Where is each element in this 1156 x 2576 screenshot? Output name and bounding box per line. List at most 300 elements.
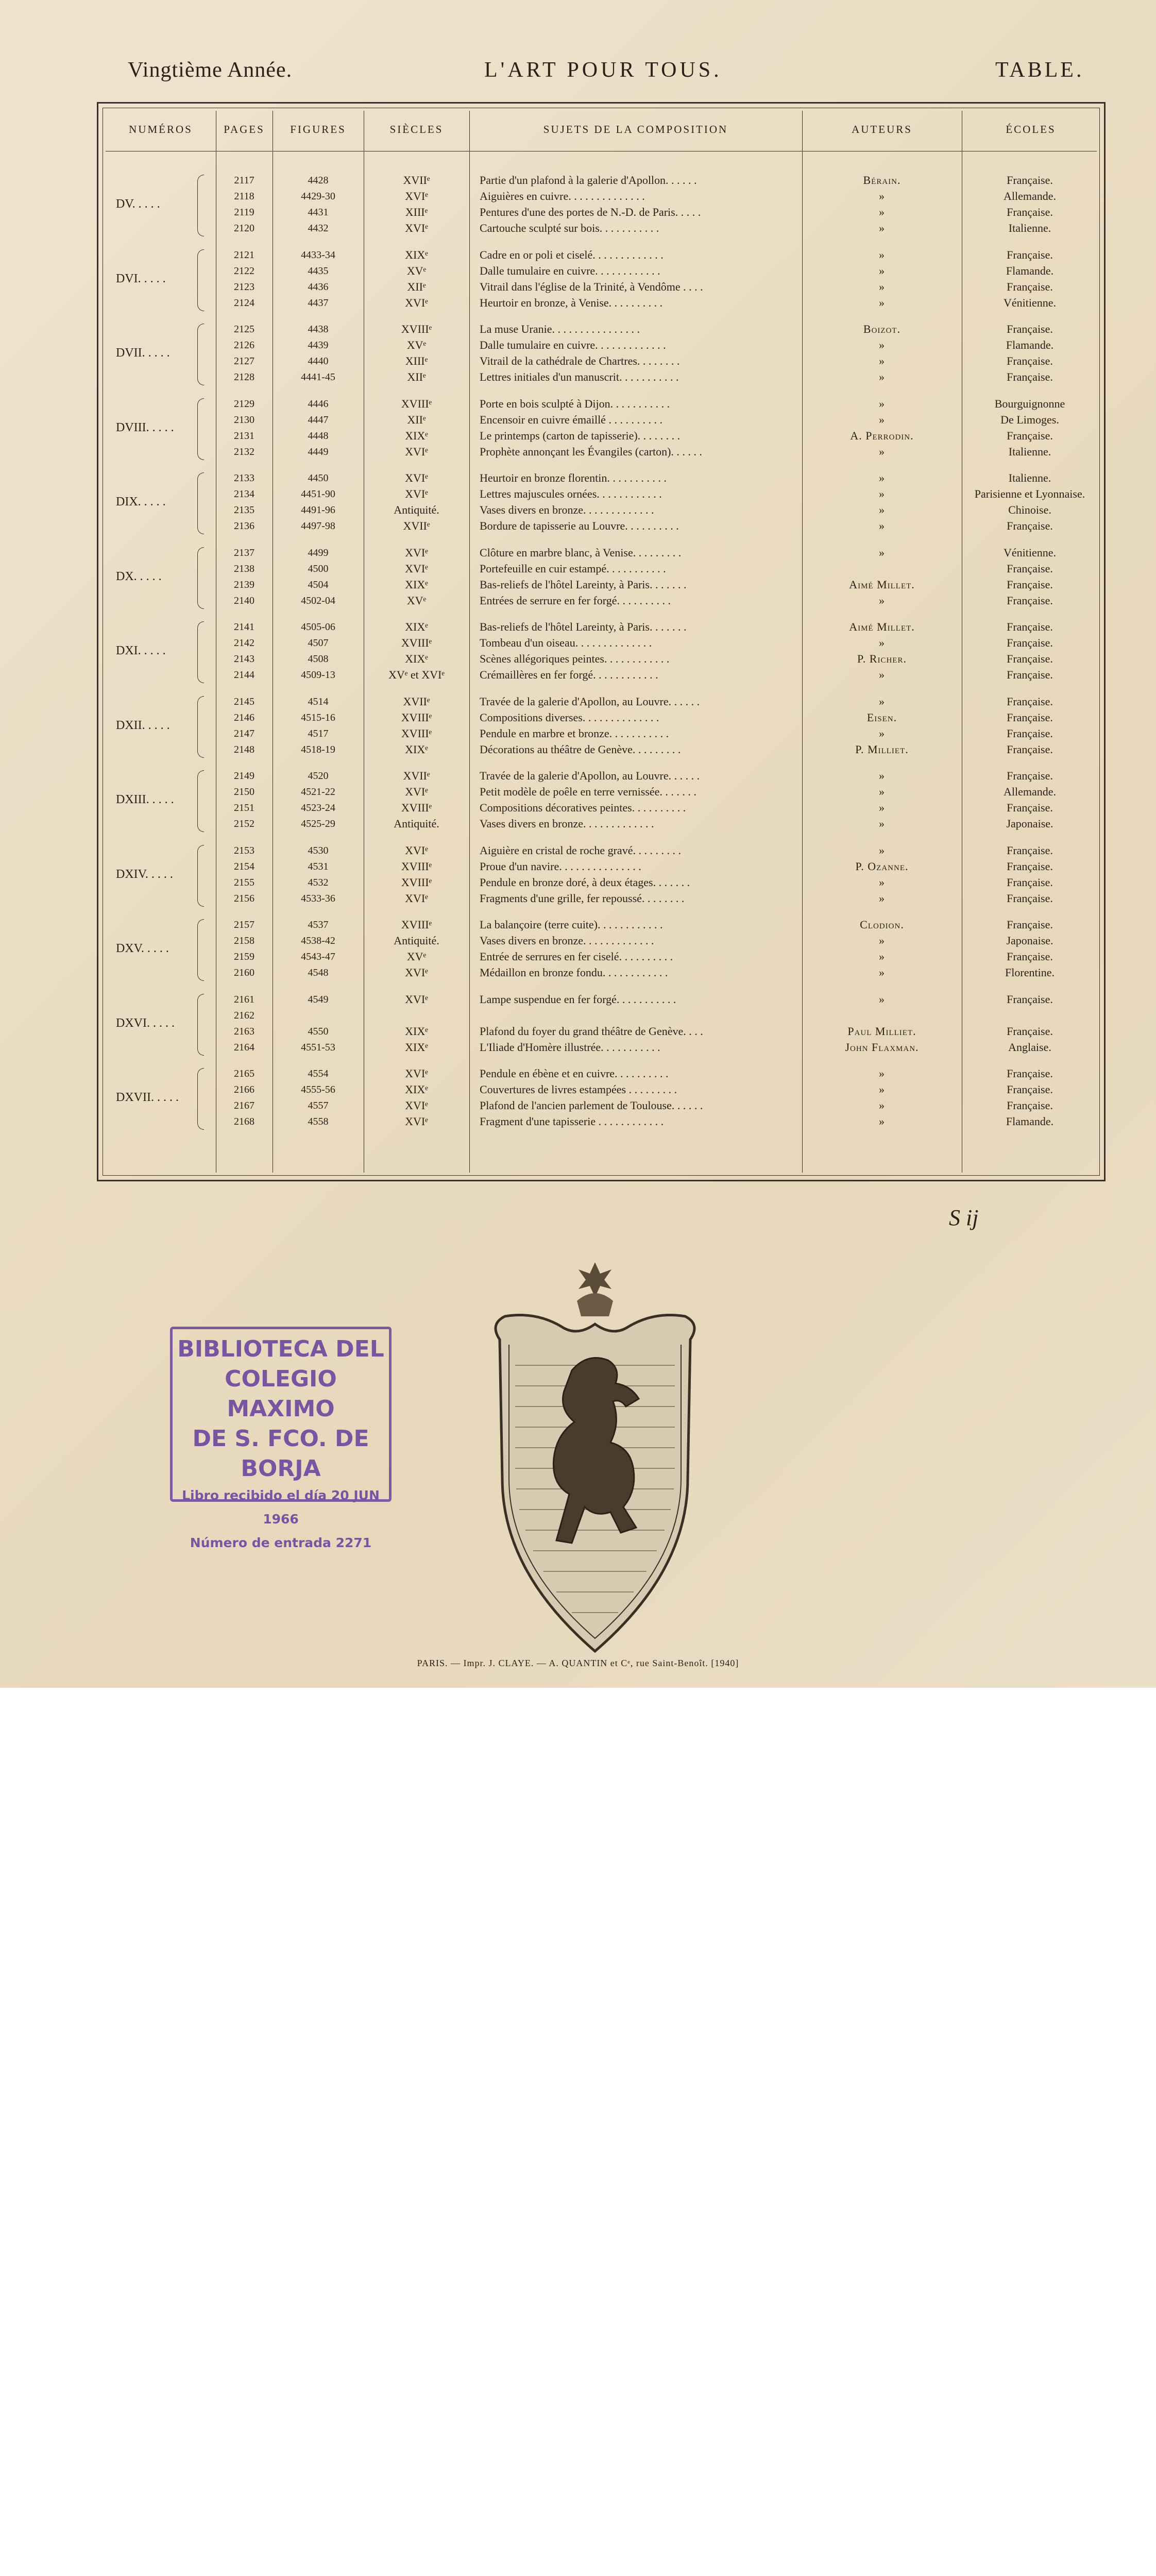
subject: Compositions décoratives peintes. . . . . . . . . . bbox=[480, 801, 686, 814]
century: XVIᵉ bbox=[405, 562, 428, 575]
century: XVIIIᵉ bbox=[401, 323, 432, 335]
century: XVIIIᵉ bbox=[401, 801, 432, 814]
school: Française. bbox=[1007, 1024, 1053, 1038]
figure-number: 4431 bbox=[308, 207, 329, 218]
subject: Portefeuille en cuir estampé. . . . . . . . . . . bbox=[480, 562, 666, 575]
page-number: 2162 bbox=[234, 1009, 254, 1021]
century: XIXᵉ bbox=[405, 1024, 428, 1038]
author: » bbox=[879, 1099, 885, 1112]
page-number: 2154 bbox=[234, 860, 254, 872]
author: » bbox=[879, 370, 885, 383]
figure-number: 4549 bbox=[308, 993, 329, 1005]
page-number: 2128 bbox=[234, 371, 254, 383]
page-number: 2129 bbox=[234, 398, 254, 410]
page-number: 2143 bbox=[234, 653, 254, 665]
group-numero: DVI. . . . . bbox=[116, 272, 166, 285]
figure-number: 4515-16 bbox=[301, 711, 335, 723]
school: Française. bbox=[1007, 726, 1053, 740]
figure-number: 4557 bbox=[308, 1100, 329, 1111]
subject: Pendule en bronze doré, à deux étages. . . . . . . bbox=[480, 875, 690, 889]
figure-number: 4543-47 bbox=[301, 951, 335, 962]
figure-number: 4438 bbox=[308, 324, 329, 335]
figure-number: 4500 bbox=[308, 563, 329, 574]
author: Aimé Millet. bbox=[849, 578, 915, 591]
author: » bbox=[879, 206, 885, 218]
school: Française. bbox=[1007, 668, 1053, 681]
author: » bbox=[879, 296, 885, 309]
figure-number: 4505-06 bbox=[301, 621, 335, 633]
page-number: 2119 bbox=[234, 207, 254, 218]
school: Française. bbox=[1007, 519, 1053, 532]
page-number: 2125 bbox=[234, 324, 254, 335]
school: De Limoges. bbox=[1000, 413, 1059, 426]
school: Française. bbox=[1007, 769, 1053, 782]
author: » bbox=[879, 891, 885, 905]
author: John Flaxman. bbox=[845, 1040, 919, 1054]
school: Française. bbox=[1007, 652, 1053, 665]
figure-number: 4531 bbox=[308, 860, 329, 872]
author: » bbox=[879, 801, 885, 814]
figure-number: 4550 bbox=[308, 1025, 329, 1037]
page-number: 2117 bbox=[234, 175, 254, 186]
school: Japonaise. bbox=[1006, 934, 1053, 947]
school: Française. bbox=[1007, 992, 1053, 1006]
author: » bbox=[879, 1083, 885, 1096]
school: Française. bbox=[1007, 620, 1053, 633]
page-number: 2151 bbox=[234, 802, 254, 814]
subject: Pentures d'une des portes de N.-D. de Paris. . . . . bbox=[480, 206, 701, 218]
page-number: 2118 bbox=[234, 191, 254, 202]
subject: La muse Uranie. . . . . . . . . . . . . . . . bbox=[480, 323, 640, 335]
page-number: 2141 bbox=[234, 621, 254, 633]
century: XVIIᵉ bbox=[403, 694, 430, 708]
figure-number: 4523-24 bbox=[301, 802, 335, 814]
subject: Vases divers en bronze. . . . . . . . . . . . . bbox=[480, 817, 654, 830]
school: Française. bbox=[1007, 636, 1053, 649]
school: Allemande. bbox=[1003, 190, 1057, 202]
group-numero: DXV. . . . . bbox=[116, 942, 169, 955]
page-number: 2146 bbox=[234, 711, 254, 723]
author: » bbox=[879, 668, 885, 681]
page-number: 2134 bbox=[234, 488, 254, 500]
author: » bbox=[879, 636, 885, 649]
century: XVIᵉ bbox=[405, 843, 428, 857]
school: Française. bbox=[1007, 742, 1053, 756]
figure-number: 4507 bbox=[308, 637, 329, 649]
subject: Partie d'un plafond à la galerie d'Apollon. . . . . . bbox=[480, 174, 697, 187]
subject: Encensoir en cuivre émaillé . . . . . . . . . . bbox=[480, 413, 662, 426]
school: Française. bbox=[1007, 562, 1053, 575]
page-number: 2131 bbox=[234, 430, 254, 442]
school: Française. bbox=[1007, 323, 1053, 335]
subject: Lampe suspendue en fer forgé. . . . . . . . . . . bbox=[480, 992, 676, 1006]
page-number: 2121 bbox=[234, 249, 254, 261]
page-number: 2164 bbox=[234, 1041, 254, 1053]
school: Vénitienne. bbox=[1003, 546, 1057, 559]
school: Française. bbox=[1007, 859, 1053, 873]
subject: La balançoire (terre cuite). . . . . . . . . . . . bbox=[480, 918, 663, 931]
subject: Pendule en marbre et bronze. . . . . . . . . . . bbox=[480, 726, 669, 740]
page-number: 2144 bbox=[234, 669, 254, 681]
group-brace bbox=[197, 845, 204, 907]
author: » bbox=[879, 471, 885, 484]
author: P. Milliet. bbox=[855, 742, 909, 756]
author: » bbox=[879, 992, 885, 1006]
group-numero: DXII. . . . . bbox=[116, 718, 170, 732]
school: Vénitienne. bbox=[1003, 296, 1057, 309]
century: XVIᵉ bbox=[405, 966, 428, 979]
subject: Scènes allégoriques peintes. . . . . . . . . . . . bbox=[480, 652, 670, 665]
author: » bbox=[879, 1115, 885, 1128]
figure-number: 4499 bbox=[308, 547, 329, 558]
school: Japonaise. bbox=[1006, 817, 1053, 830]
school: Française. bbox=[1007, 354, 1053, 367]
header-section: TABLE. bbox=[995, 58, 1084, 82]
library-stamp bbox=[170, 1327, 392, 1550]
subject: Pendule en ébène et en cuivre. . . . . . . . . . bbox=[480, 1067, 669, 1080]
printer-imprint: PARIS. — Impr. J. CLAYE. — A. QUANTIN et Cᵉ, rue Saint-Benoît. [1940] bbox=[417, 1658, 739, 1668]
group-brace bbox=[197, 398, 204, 460]
school: Française. bbox=[1007, 1099, 1053, 1112]
page-number: 2138 bbox=[234, 563, 254, 574]
century: XVIᵉ bbox=[405, 1067, 428, 1080]
school: Française. bbox=[1007, 280, 1053, 293]
author: » bbox=[879, 785, 885, 798]
author: » bbox=[879, 190, 885, 202]
figure-number: 4532 bbox=[308, 876, 329, 888]
school: Française. bbox=[1007, 710, 1053, 724]
author: Boizot. bbox=[863, 323, 901, 335]
page-number: 2163 bbox=[234, 1025, 254, 1037]
table-frame bbox=[97, 102, 1106, 1181]
author: » bbox=[879, 338, 885, 351]
school: Bourguignonne bbox=[994, 397, 1065, 410]
subject: Le printemps (carton de tapisserie). . . . . . . . bbox=[480, 429, 681, 442]
page-number: 2157 bbox=[234, 919, 254, 930]
century: XVIᵉ bbox=[405, 296, 428, 309]
subject: Bordure de tapisserie au Louvre. . . . . . . . . . bbox=[480, 519, 679, 532]
figure-number: 4449 bbox=[308, 446, 329, 457]
stamp-line: Número de entrada 2271 bbox=[190, 1535, 372, 1550]
page-number: 2168 bbox=[234, 1116, 254, 1127]
century: XIIᵉ bbox=[407, 370, 426, 383]
figure-number: 4558 bbox=[308, 1116, 329, 1127]
century: XVIIIᵉ bbox=[401, 859, 432, 873]
author: » bbox=[879, 594, 885, 607]
page-number: 2127 bbox=[234, 355, 254, 367]
page-number: 2133 bbox=[234, 472, 254, 484]
group-numero: DXVI. . . . . bbox=[116, 1016, 175, 1030]
author: Bérain. bbox=[863, 174, 901, 187]
school: Française. bbox=[1007, 370, 1053, 383]
author: » bbox=[879, 546, 885, 559]
figure-number: 4451-90 bbox=[301, 488, 335, 500]
author: » bbox=[879, 222, 885, 234]
school: Allemande. bbox=[1003, 785, 1057, 798]
group-brace bbox=[197, 175, 204, 236]
school: Flamande. bbox=[1006, 338, 1054, 351]
subject: Vitrail dans l'église de la Trinité, à Vendôme . . . . bbox=[480, 280, 703, 293]
subject: Couvertures de livres estampées . . . . . . . . . bbox=[480, 1083, 677, 1096]
subject: Lettres majuscules ornées. . . . . . . . . . . . bbox=[480, 487, 662, 500]
subject: Aiguière en cristal de roche gravé. . . . . . . . . bbox=[480, 843, 681, 857]
page-number: 2136 bbox=[234, 520, 254, 532]
subject: Vases divers en bronze. . . . . . . . . . . . . bbox=[480, 503, 654, 516]
century: XVᵉ et XVIᵉ bbox=[388, 668, 445, 681]
page-number: 2126 bbox=[234, 340, 254, 351]
figure-number: 4429-30 bbox=[301, 191, 335, 202]
figure-number: 4520 bbox=[308, 770, 329, 782]
author: » bbox=[879, 1067, 885, 1080]
author: » bbox=[879, 817, 885, 830]
figure-number: 4428 bbox=[308, 175, 329, 186]
group-brace bbox=[197, 249, 204, 311]
subject: Fragments d'une grille, fer repoussé. . . . . . . . bbox=[480, 891, 685, 905]
century: XIXᵉ bbox=[405, 742, 428, 756]
figure-number: 4433-34 bbox=[301, 249, 335, 261]
subject: L'Iliade d'Homère illustrée. . . . . . . . . . . bbox=[480, 1040, 660, 1054]
subject: Petit modèle de poêle en terre vernissée. . . . . . . bbox=[480, 785, 696, 798]
group-numero: DXIII. . . . . bbox=[116, 793, 174, 806]
author: » bbox=[879, 726, 885, 740]
header-year: Vingtième Année. bbox=[128, 58, 293, 82]
page-number: 2161 bbox=[234, 993, 254, 1005]
school: Française. bbox=[1007, 950, 1053, 963]
group-numero: DXIV. . . . . bbox=[116, 867, 173, 881]
century: XVIᵉ bbox=[405, 471, 428, 484]
author: » bbox=[879, 843, 885, 857]
group-brace bbox=[197, 696, 204, 758]
figure-number: 4548 bbox=[308, 967, 329, 978]
subject: Travée de la galerie d'Apollon, au Louvre. . . . . . bbox=[480, 694, 700, 708]
page-number: 2160 bbox=[234, 967, 254, 978]
column-header: SIÈCLES bbox=[389, 123, 444, 135]
figure-number: 4439 bbox=[308, 340, 329, 351]
author: » bbox=[879, 769, 885, 782]
signature-mark: S ij bbox=[949, 1205, 979, 1230]
century: XIXᵉ bbox=[405, 1040, 428, 1054]
figure-number: 4440 bbox=[308, 355, 329, 367]
subject: Aiguières en cuivre. . . . . . . . . . . . . . bbox=[480, 190, 645, 202]
author: » bbox=[879, 950, 885, 963]
author: » bbox=[879, 264, 885, 277]
stamp-line: Libro recibido el día 20 JUN 1966 bbox=[182, 1488, 380, 1527]
subject: Bas-reliefs de l'hôtel Lareinty, à Paris. . . . . . . bbox=[480, 578, 687, 591]
group-numero: DIX. . . . . bbox=[116, 495, 166, 509]
subject: Décorations au théâtre de Genève. . . . . . . . . bbox=[480, 742, 681, 756]
author: » bbox=[879, 397, 885, 410]
subject: Lettres initiales d'un manuscrit. . . . . . . . . . . bbox=[480, 370, 679, 383]
author: P. Ozanne. bbox=[855, 859, 909, 873]
century: XIXᵉ bbox=[405, 578, 428, 591]
century: XVIᵉ bbox=[405, 190, 428, 202]
century: XVIᵉ bbox=[405, 487, 428, 500]
figure-number: 4518-19 bbox=[301, 743, 335, 755]
author: P. Richer. bbox=[857, 652, 907, 665]
subject: Dalle tumulaire en cuivre. . . . . . . . . . . . . bbox=[480, 338, 666, 351]
school: Française. bbox=[1007, 1067, 1053, 1080]
stamp-line: DE S. FCO. DE BORJA bbox=[192, 1426, 369, 1482]
figure-number: 4530 bbox=[308, 844, 329, 856]
century: XIXᵉ bbox=[405, 1083, 428, 1096]
column-header: SUJETS DE LA COMPOSITION bbox=[543, 123, 728, 135]
group-brace bbox=[197, 1068, 204, 1130]
century: XVIᵉ bbox=[405, 445, 428, 458]
author: Eisen. bbox=[866, 710, 897, 724]
page-number: 2120 bbox=[234, 223, 254, 234]
century: XVIIIᵉ bbox=[401, 918, 432, 931]
century: Antiquité. bbox=[394, 817, 439, 830]
century: XIXᵉ bbox=[405, 429, 428, 442]
subject: Proue d'un navire. . . . . . . . . . . . . . . bbox=[480, 859, 641, 873]
century: XVIIᵉ bbox=[403, 519, 430, 532]
figure-number: 4447 bbox=[308, 414, 329, 426]
school: Française. bbox=[1007, 206, 1053, 218]
group-numero: DVII. . . . . bbox=[116, 346, 170, 360]
group-brace bbox=[197, 547, 204, 609]
figure-number: 4521-22 bbox=[301, 786, 335, 798]
figure-number: 4517 bbox=[308, 727, 329, 739]
author: » bbox=[879, 519, 885, 532]
column-header: AUTEURS bbox=[852, 123, 912, 135]
school: Française. bbox=[1007, 801, 1053, 814]
stamp-line: COLEGIO MAXIMO bbox=[225, 1366, 337, 1422]
figure-number: 4509-13 bbox=[301, 669, 335, 681]
subject: Prophète annonçant les Évangiles (carton). . . . . . bbox=[480, 445, 702, 458]
author: » bbox=[879, 413, 885, 426]
page-number: 2165 bbox=[234, 1068, 254, 1079]
school: Française. bbox=[1007, 248, 1053, 261]
century: XVᵉ bbox=[406, 594, 427, 607]
author: » bbox=[879, 445, 885, 458]
page-number: 2149 bbox=[234, 770, 254, 782]
page-number: 2142 bbox=[234, 637, 254, 649]
subject: Clôture en marbre blanc, à Venise. . . . . . . . . bbox=[480, 546, 682, 559]
century: XIIᵉ bbox=[407, 280, 426, 293]
century: XVᵉ bbox=[406, 264, 427, 277]
school: Française. bbox=[1007, 594, 1053, 607]
century: XIIᵉ bbox=[407, 413, 426, 426]
school: Française. bbox=[1007, 578, 1053, 591]
page-number: 2152 bbox=[234, 818, 254, 829]
author: A. Perrodin. bbox=[850, 429, 914, 442]
page-number: 2159 bbox=[234, 951, 254, 962]
group-numero: DXVII. . . . . bbox=[116, 1091, 179, 1104]
century: XVIᵉ bbox=[405, 1099, 428, 1112]
subject: Crémaillères en fer forgé. . . . . . . . . . . . bbox=[480, 668, 658, 681]
group-numero: DX. . . . . bbox=[116, 569, 162, 583]
century: XIIIᵉ bbox=[405, 354, 428, 367]
school: Italienne. bbox=[1008, 445, 1051, 458]
century: XVIᵉ bbox=[405, 222, 428, 234]
school: Française. bbox=[1007, 918, 1053, 931]
figure-number: 4502-04 bbox=[301, 595, 335, 606]
author: » bbox=[879, 248, 885, 261]
author: Clodion. bbox=[860, 918, 904, 931]
century: XVᵉ bbox=[406, 950, 427, 963]
school: Française. bbox=[1007, 875, 1053, 889]
figure-number: 4450 bbox=[308, 472, 329, 484]
figure-number: 4537 bbox=[308, 919, 329, 930]
page-number: 2140 bbox=[234, 595, 254, 606]
century: XVIIᵉ bbox=[403, 769, 430, 782]
figure-number: 4538-42 bbox=[301, 935, 335, 946]
group-brace bbox=[197, 919, 204, 981]
page-number: 2137 bbox=[234, 547, 254, 558]
century: XIXᵉ bbox=[405, 620, 428, 633]
century: XVIᵉ bbox=[405, 891, 428, 905]
school: Française. bbox=[1007, 174, 1053, 187]
page-number: 2155 bbox=[234, 876, 254, 888]
figure-number: 4435 bbox=[308, 265, 329, 277]
figure-number: 4441-45 bbox=[301, 371, 335, 383]
subject: Vitrail de la cathédrale de Chartres. . . . . . . . bbox=[480, 354, 680, 367]
subject: Heurtoir en bronze florentin. . . . . . . . . . . bbox=[480, 471, 667, 484]
group-brace bbox=[197, 770, 204, 832]
century: XVIIIᵉ bbox=[401, 636, 432, 649]
century: XVIᵉ bbox=[405, 1115, 428, 1128]
century: XIXᵉ bbox=[405, 652, 428, 665]
figure-number: 4533-36 bbox=[301, 892, 335, 904]
century: Antiquité. bbox=[394, 503, 439, 516]
page-number: 2145 bbox=[234, 696, 254, 707]
century: XVIIᵉ bbox=[403, 174, 430, 187]
figure-number: 4514 bbox=[308, 696, 329, 707]
page-number: 2156 bbox=[234, 892, 254, 904]
subject: Dalle tumulaire en cuivre. . . . . . . . . . . . bbox=[480, 264, 660, 277]
century: XVIIIᵉ bbox=[401, 726, 432, 740]
school: Française. bbox=[1007, 891, 1053, 905]
figure-number: 4432 bbox=[308, 223, 329, 234]
school: Flamande. bbox=[1006, 1115, 1054, 1128]
column-header: FIGURES bbox=[290, 123, 346, 135]
school: Française. bbox=[1007, 429, 1053, 442]
column-header: ÉCOLES bbox=[1006, 123, 1056, 135]
subject: Plafond de l'ancien parlement de Toulouse. . . . . . bbox=[480, 1099, 703, 1112]
page-number: 2124 bbox=[234, 297, 254, 309]
group-numero: DXI. . . . . bbox=[116, 644, 166, 657]
author: » bbox=[879, 694, 885, 708]
century: XVIIIᵉ bbox=[401, 710, 432, 724]
page-number: 2130 bbox=[234, 414, 254, 426]
subject: Cartouche sculpté sur bois. . . . . . . . . . . bbox=[480, 222, 659, 234]
page-number: 2150 bbox=[234, 786, 254, 798]
author: » bbox=[879, 875, 885, 889]
page-number: 2158 bbox=[234, 935, 254, 946]
school: Italienne. bbox=[1008, 222, 1051, 234]
figure-number: 4508 bbox=[308, 653, 329, 665]
figure-number: 4497-98 bbox=[301, 520, 335, 532]
figure-number: 4525-29 bbox=[301, 818, 335, 829]
author: » bbox=[879, 503, 885, 516]
subject: Compositions diverses. . . . . . . . . . . . . . bbox=[480, 710, 659, 724]
century: XIXᵉ bbox=[405, 248, 428, 261]
author: » bbox=[879, 354, 885, 367]
author: » bbox=[879, 966, 885, 979]
century: XVIᵉ bbox=[405, 785, 428, 798]
school: Florentine. bbox=[1005, 966, 1055, 979]
page-number: 2148 bbox=[234, 743, 254, 755]
century: Antiquité. bbox=[394, 934, 439, 947]
stamp-line: BIBLIOTECA DEL bbox=[177, 1336, 384, 1362]
figure-number: 4551-53 bbox=[301, 1041, 335, 1053]
figure-number: 4504 bbox=[308, 579, 329, 590]
header-title: L'ART POUR TOUS. bbox=[484, 58, 722, 82]
group-numero: DV. . . . . bbox=[116, 197, 160, 211]
subject: Entrées de serrure en fer forgé. . . . . . . . . . bbox=[480, 594, 671, 607]
century: XIIIᵉ bbox=[405, 206, 428, 218]
page-number: 2123 bbox=[234, 281, 254, 293]
